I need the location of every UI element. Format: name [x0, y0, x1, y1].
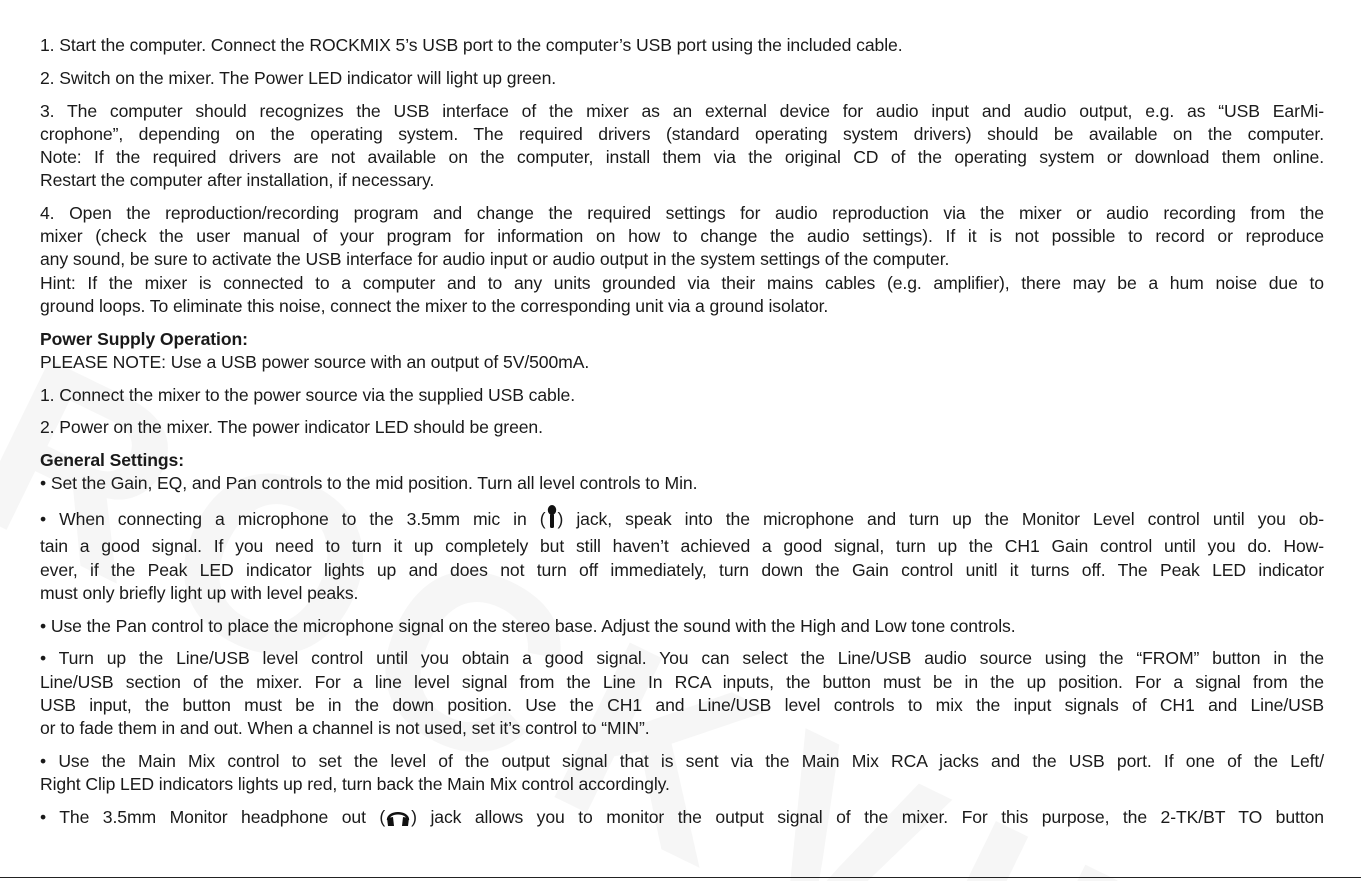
- text-line: 1. Connect the mixer to the power source via the supplied USB cable.: [40, 384, 575, 405]
- bottom-divider: [0, 877, 1361, 878]
- text-line: crophone”, depending on the operating system. The required drivers (standard operating system drivers) should be available on the computer.: [40, 123, 1324, 144]
- step-3-paragraph: [40, 100, 1324, 193]
- text-line: any sound, be sure to activate the USB interface for audio input or audio output in the system settings of the computer.: [40, 249, 950, 270]
- general-settings-section: [40, 449, 1324, 495]
- text-line: mixer (check the user manual of your program for information on how to change the audio settings). If it is not possible to record or reproduce: [40, 226, 1324, 247]
- text-line: 1. Start the computer. Connect the ROCKMIX 5’s USB port to the computer’s USB port using the included cable.: [40, 35, 903, 55]
- bullet-monitor-headphone: [40, 806, 1324, 833]
- text-fragment: • When connecting a microphone to the 3.5mm mic in (: [40, 509, 546, 530]
- text-fragment: ) jack, speak into the microphone and turn up the Monitor Level control until you ob-: [557, 509, 1324, 530]
- text-line: 3. The computer should recognizes the USB interface of the mixer as an external device for audio input and audio output, e.g. as “USB EarMi-: [40, 100, 1324, 121]
- step-4-paragraph: [40, 202, 1324, 318]
- text-line: Restart the computer after installation, if necessary.: [40, 170, 435, 191]
- text-line: Line/USB section of the mixer. For a line level signal from the Line In RCA inputs, the button must be in the up position. For a signal from the: [40, 671, 1324, 692]
- text-line: 4. Open the reproduction/recording program and change the required settings for audio reproduction via the mixer or audio recording from the: [40, 203, 1324, 223]
- bullet-line-usb: [40, 647, 1324, 740]
- power-step-1: [40, 384, 1324, 407]
- power-supply-heading: Power Supply Operation:: [40, 328, 248, 349]
- headphones-icon: [385, 807, 411, 833]
- text-line: Hint: If the mixer is connected to a computer and to any units grounded via their mains cables (e.g. amplifier), there may be a hum noise due to: [40, 272, 1324, 293]
- text-line: must only briefly light up with level peaks.: [40, 582, 359, 603]
- text-line: • Use the Main Mix control to set the level of the output signal that is sent via the Main Mix RCA jacks and the USB port. If one of the Left/: [40, 750, 1324, 771]
- text-line: [40, 505, 1324, 535]
- text-line: or to fade them in and out. When a channel is not used, set it’s control to “MIN”.: [40, 718, 650, 739]
- bullet-gain-eq-pan: • Set the Gain, EQ, and Pan controls to the mid position. Turn all level controls to Min.: [40, 473, 698, 494]
- text-fragment: ) jack allows you to monitor the output signal of the mixer. For this purpose, the 2-TK/BT TO button: [411, 806, 1324, 827]
- text-line: • Use the Pan control to place the microphone signal on the stereo base. Adjust the sound with the High and Low tone controls.: [40, 615, 1016, 636]
- general-settings-heading: General Settings:: [40, 450, 184, 471]
- text-line: 2. Switch on the mixer. The Power LED indicator will light up green.: [40, 67, 557, 88]
- bullet-main-mix: [40, 750, 1324, 796]
- text-line: 2. Power on the mixer. The power indicator LED should be green.: [40, 417, 543, 438]
- text-line: ground loops. To eliminate this noise, connect the mixer to the corresponding unit via a ground isolator.: [40, 295, 829, 316]
- text-line: Note: If the required drivers are not available on the computer, install them via the original CD of the operating system or download them online.: [40, 147, 1324, 167]
- microphone-icon: [546, 505, 558, 535]
- bullet-pan-control: [40, 615, 1324, 638]
- power-supply-section: [40, 328, 1324, 374]
- text-line: • Turn up the Line/USB level control until you obtain a good signal. You can select the Line/USB audio source using the “FROM” button in the: [40, 648, 1324, 669]
- bullet-microphone: [40, 505, 1324, 605]
- text-line: [40, 806, 1324, 833]
- text-fragment: • The 3.5mm Monitor headphone out (: [40, 806, 386, 827]
- power-step-2: [40, 416, 1324, 439]
- text-line: Right Clip LED indicators lights up red, turn back the Main Mix control accordingly.: [40, 774, 670, 795]
- step-2-paragraph: [40, 67, 1324, 90]
- text-line: USB input, the button must be in the down position. Use the CH1 and Line/USB level controls to mix the input signals of CH1 and Line/USB: [40, 694, 1324, 715]
- step-1-paragraph: [40, 34, 1324, 57]
- power-note: PLEASE NOTE: Use a USB power source with an output of 5V/500mA.: [40, 351, 590, 372]
- text-line: ever, if the Peak LED indicator lights up and does not turn off immediately, turn down the Gain control unitl it turns off. The Peak LED indicator: [40, 559, 1324, 580]
- text-line: tain a good signal. If you need to turn it up completely but still haven’t achieved a good signal, turn up the CH1 Gain control until you do. How-: [40, 536, 1324, 557]
- manual-page: [40, 34, 1324, 833]
